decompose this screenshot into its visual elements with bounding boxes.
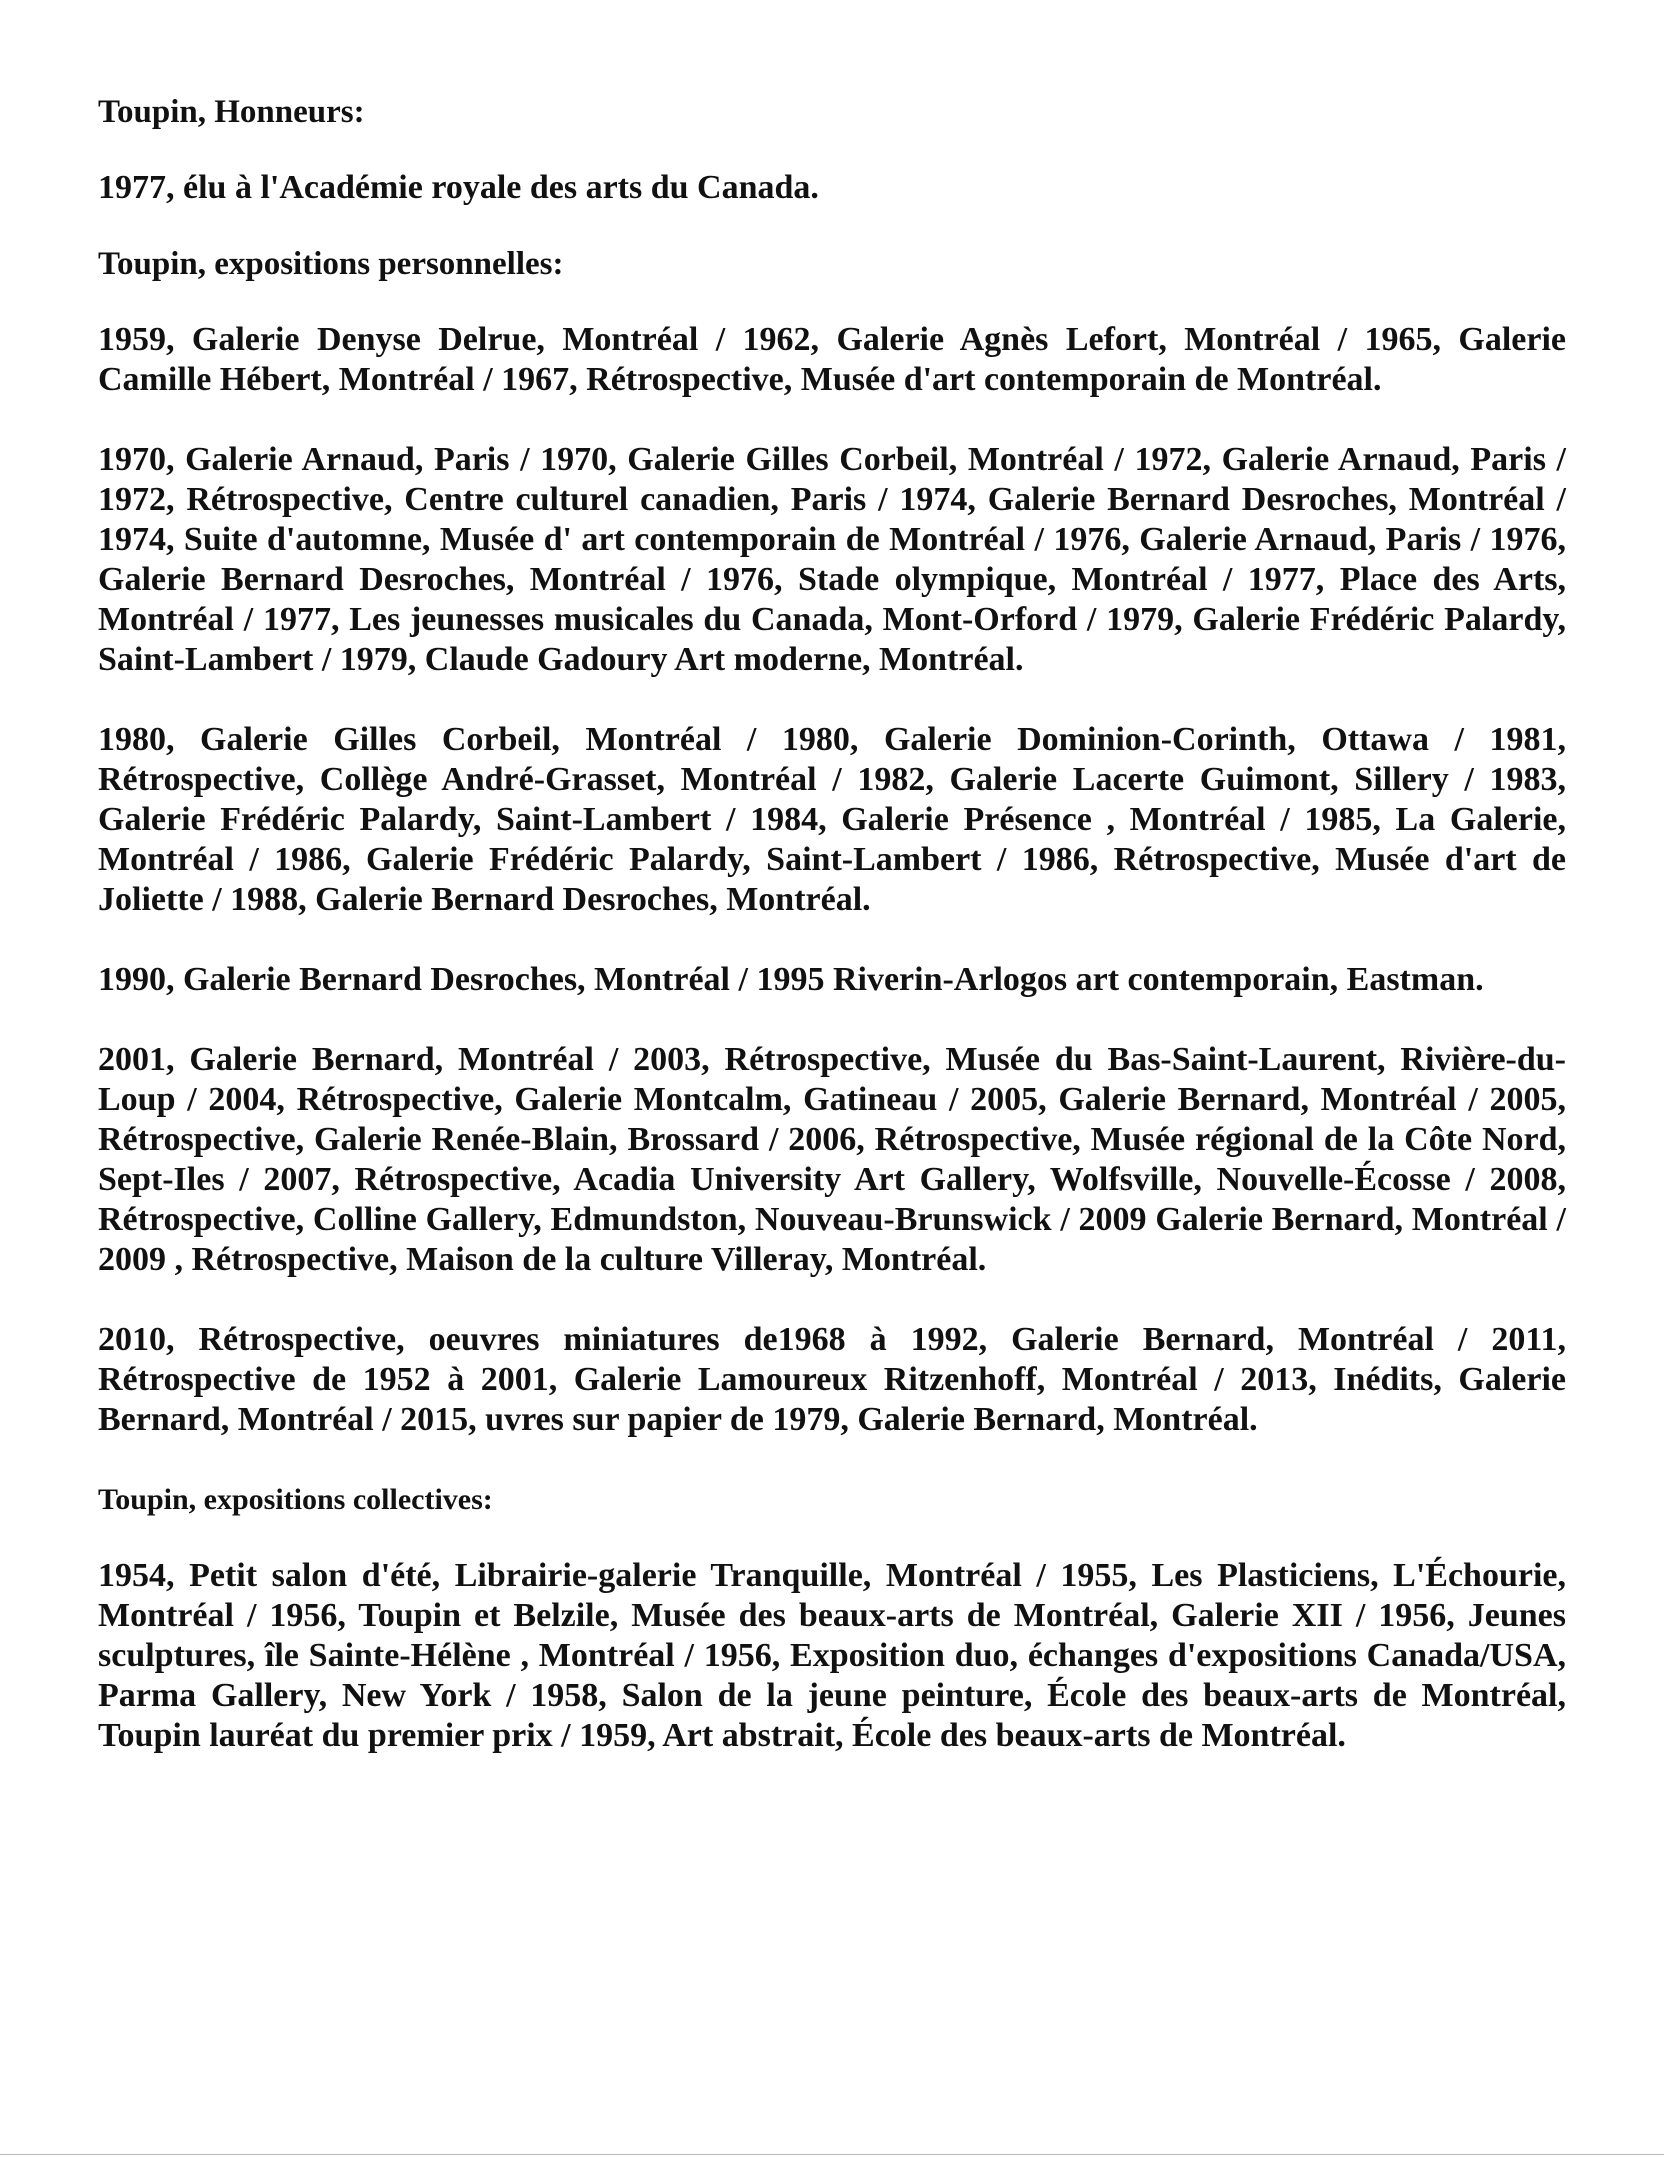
collective-exhibitions-1950s: 1954, Petit salon d'été, Librairie-galerie Tranquille, Montréal / 1955, Les Plasticiens, L'Échourie, Montréal / 1956, Toupin et Belzile, Musée des beaux-arts de Montréal, Galerie XII / 1956, Jeunes sculptures, île Sainte-Hélène , Montréal / 1956, Exposition duo, échanges d'expositions Canada/USA, Parma Gallery, New York / 1958, Salon de la jeune peinture, École des beaux-arts de Montréal, Toupin lauréat du premier prix / 1959, Art abstrait, École des beaux-arts de Montréal. <box>98 1557 1566 1754</box>
personal-exhibitions-1980s: 1980, Galerie Gilles Corbeil, Montréal / 1980, Galerie Dominion-Corinth, Ottawa / 1981, Rétrospective, Collège André-Grasset, Montréal / 1982, Galerie Lacerte Guimont, Sillery / 1983, Galerie Frédéric Palardy, Saint-Lambert / 1984, Galerie Présence , Montréal / 1985, La Galerie, Montréal / 1986, Galerie Frédéric Palardy, Saint-Lambert / 1986, Rétrospective, Musée d'art de Joliette / 1988, Galerie Bernard Desroches, Montréal. <box>98 721 1566 918</box>
personal-exhibitions-heading: Toupin, expositions personnelles: <box>98 246 564 282</box>
document-page <box>98 92 1566 1796</box>
personal-exhibitions-1950s: 1959, Galerie Denyse Delrue, Montréal / 1962, Galerie Agnès Lefort, Montréal / 1965, Galerie Camille Hébert, Montréal / 1967, Rétrospective, Musée d'art contemporain de Montréal. <box>98 321 1566 398</box>
page-bottom-edge <box>0 2154 1664 2155</box>
collective-exhibitions-heading: Toupin, expositions collectives: <box>98 1483 493 1516</box>
personal-exhibitions-1970s: 1970, Galerie Arnaud, Paris / 1970, Galerie Gilles Corbeil, Montréal / 1972, Galerie Arnaud, Paris / 1972, Rétrospective, Centre culturel canadien, Paris / 1974, Galerie Bernard Desroches, Montréal / 1974, Suite d'automne, Musée d' art contemporain de Montréal / 1976, Galerie Arnaud, Paris / 1976, Galerie Bernard Desroches, Montréal / 1976, Stade olympique, Montréal / 1977, Place des Arts, Montréal / 1977, Les jeunesses musicales du Canada, Mont-Orford / 1979, Galerie Frédéric Palardy, Saint-Lambert / 1979, Claude Gadoury Art moderne, Montréal. <box>98 441 1566 678</box>
personal-exhibitions-1990s: 1990, Galerie Bernard Desroches, Montréal / 1995 Riverin-Arlogos art contemporain, Eastman. <box>98 961 1484 998</box>
personal-exhibitions-2010s: 2010, Rétrospective, oeuvres miniatures de1968 à 1992, Galerie Bernard, Montréal / 2011, Rétrospective de 1952 à 2001, Galerie Lamoureux Ritzenhoff, Montréal / 2013, Inédits, Galerie Bernard, Montréal / 2015, uvres sur papier de 1979, Galerie Bernard, Montréal. <box>98 1321 1566 1438</box>
personal-exhibitions-2000s: 2001, Galerie Bernard, Montréal / 2003, Rétrospective, Musée du Bas-Saint-Laurent, Rivière-du-Loup / 2004, Rétrospective, Galerie Montcalm, Gatineau / 2005, Galerie Bernard, Montréal / 2005, Rétrospective, Galerie Renée-Blain, Brossard / 2006, Rétrospective, Musée régional de la Côte Nord, Sept-Iles / 2007, Rétrospective, Acadia University Art Gallery, Wolfsville, Nouvelle-Écosse / 2008, Rétrospective, Colline Gallery, Edmundston, Nouveau-Brunswick / 2009 Galerie Bernard, Montréal / 2009 , Rétrospective, Maison de la culture Villeray, Montréal. <box>98 1041 1566 1278</box>
honneurs-heading: Toupin, Honneurs: <box>98 94 365 130</box>
honneurs-text: 1977, élu à l'Académie royale des arts du Canada. <box>98 169 819 206</box>
